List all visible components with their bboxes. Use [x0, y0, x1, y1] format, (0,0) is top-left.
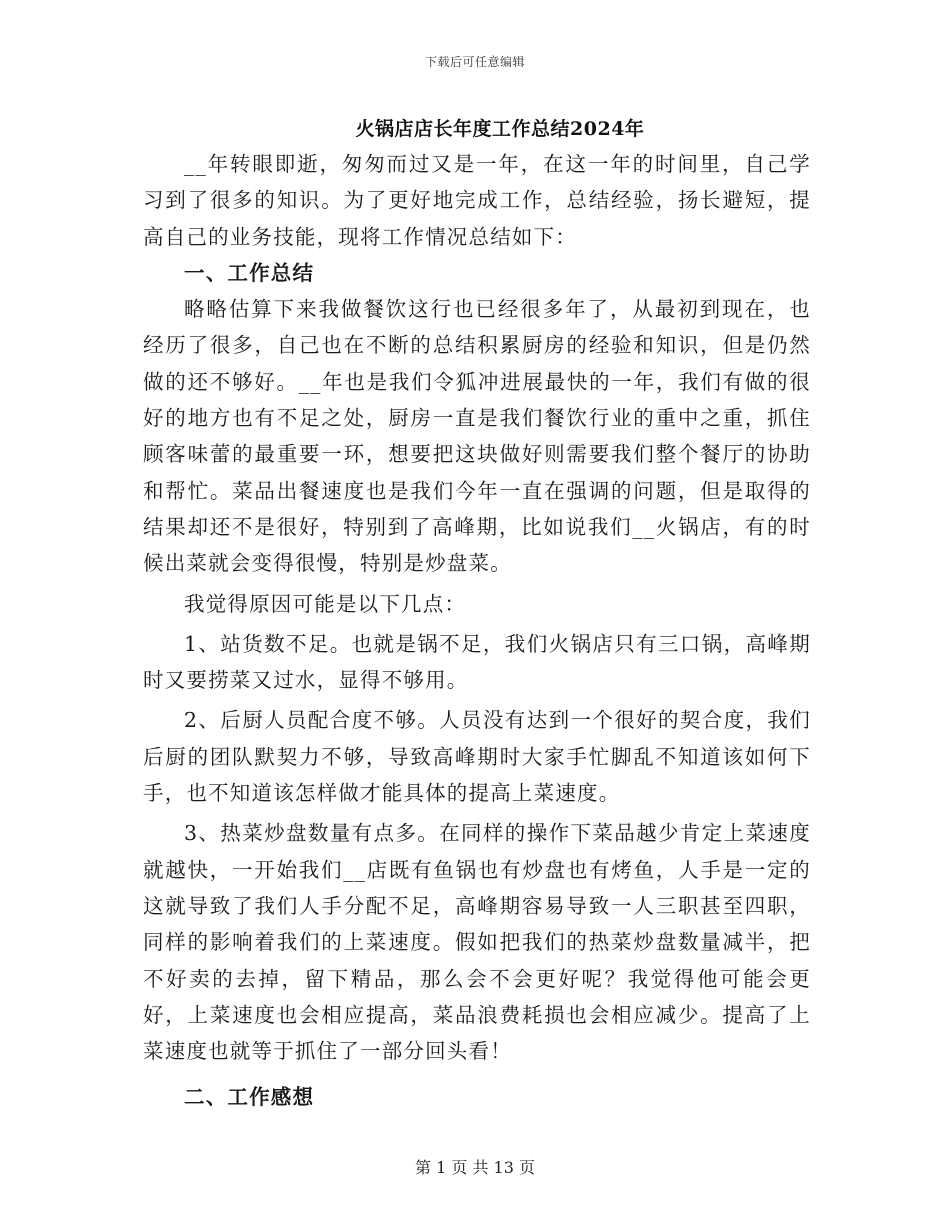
header-note: 下载后可任意编辑 — [424, 55, 525, 69]
section-heading-work-summary: 一、工作总结 — [184, 260, 315, 285]
intro-paragraph: __年转眼即逝，匆匆而过又是一年，在这一年的时间里，自己学习到了很多的知识。为了更好地完成工作，总结经验，扬长避短，提高自己的业务技能，现将工作情况总结如下： — [143, 152, 811, 249]
body-paragraph: 略略估算下来我做餐饮这行也已经很多年了，从最初到现在，也经历了很多，自己也在不断的总结积累厨房的经验和知识，但是仍然做的还不够好。__年也是我们令狐冲进展最快的一年，我们有做的很好的地方也有不足之处，厨房一直是我们餐饮行业的重中之重，抓住顾客味蕾的最重要一环，想要把这块做好则需要我们整个餐厅的协助和帮忙。菜品出餐速度也是我们今年一直在强调的问题，但是取得的结果却还不是很好，特别到了高峰期，比如说我们__火锅店，有的时候出菜就会变得很慢，特别是炒盘菜。 — [143, 297, 811, 576]
page-number-footer: 第 1 页 共 13 页 — [415, 1158, 535, 1177]
list-item-1: 1、站货数不足。也就是锅不足，我们火锅店只有三口锅，高峰期时又要捞菜又过水，显得不够用。 — [143, 631, 811, 693]
document-body — [143, 146, 811, 1116]
section-heading-work-reflections: 二、工作感想 — [184, 1085, 315, 1110]
document-title: 火锅店店长年度工作总结2024年 — [355, 118, 645, 140]
list-item-3: 3、热菜炒盘数量有点多。在同样的操作下菜品越少肯定上菜速度就越快，一开始我们__店既有鱼锅也有炒盘也有烤鱼，人手是一定的这就导致了我们人手分配不足，高峰期容易导致一人三职甚至四职，同样的影响着我们的上菜速度。假如把我们的热菜炒盘数量减半，把不好卖的去掉，留下精品，那么会不会更好呢？我觉得他可能会更好，上菜速度也会相应提高，菜品浪费耗损也会相应减少。提高了上菜速度也就等于抓住了一部分回头看！ — [143, 821, 811, 1064]
body-paragraph: 我觉得原因可能是以下几点： — [184, 591, 467, 616]
list-item-2: 2、后厨人员配合度不够。人员没有达到一个很好的契合度，我们后厨的团队默契力不够，导致高峰期时大家手忙脚乱不知道该如何下手，也不知道该怎样做才能具体的提高上菜速度。 — [143, 708, 811, 806]
